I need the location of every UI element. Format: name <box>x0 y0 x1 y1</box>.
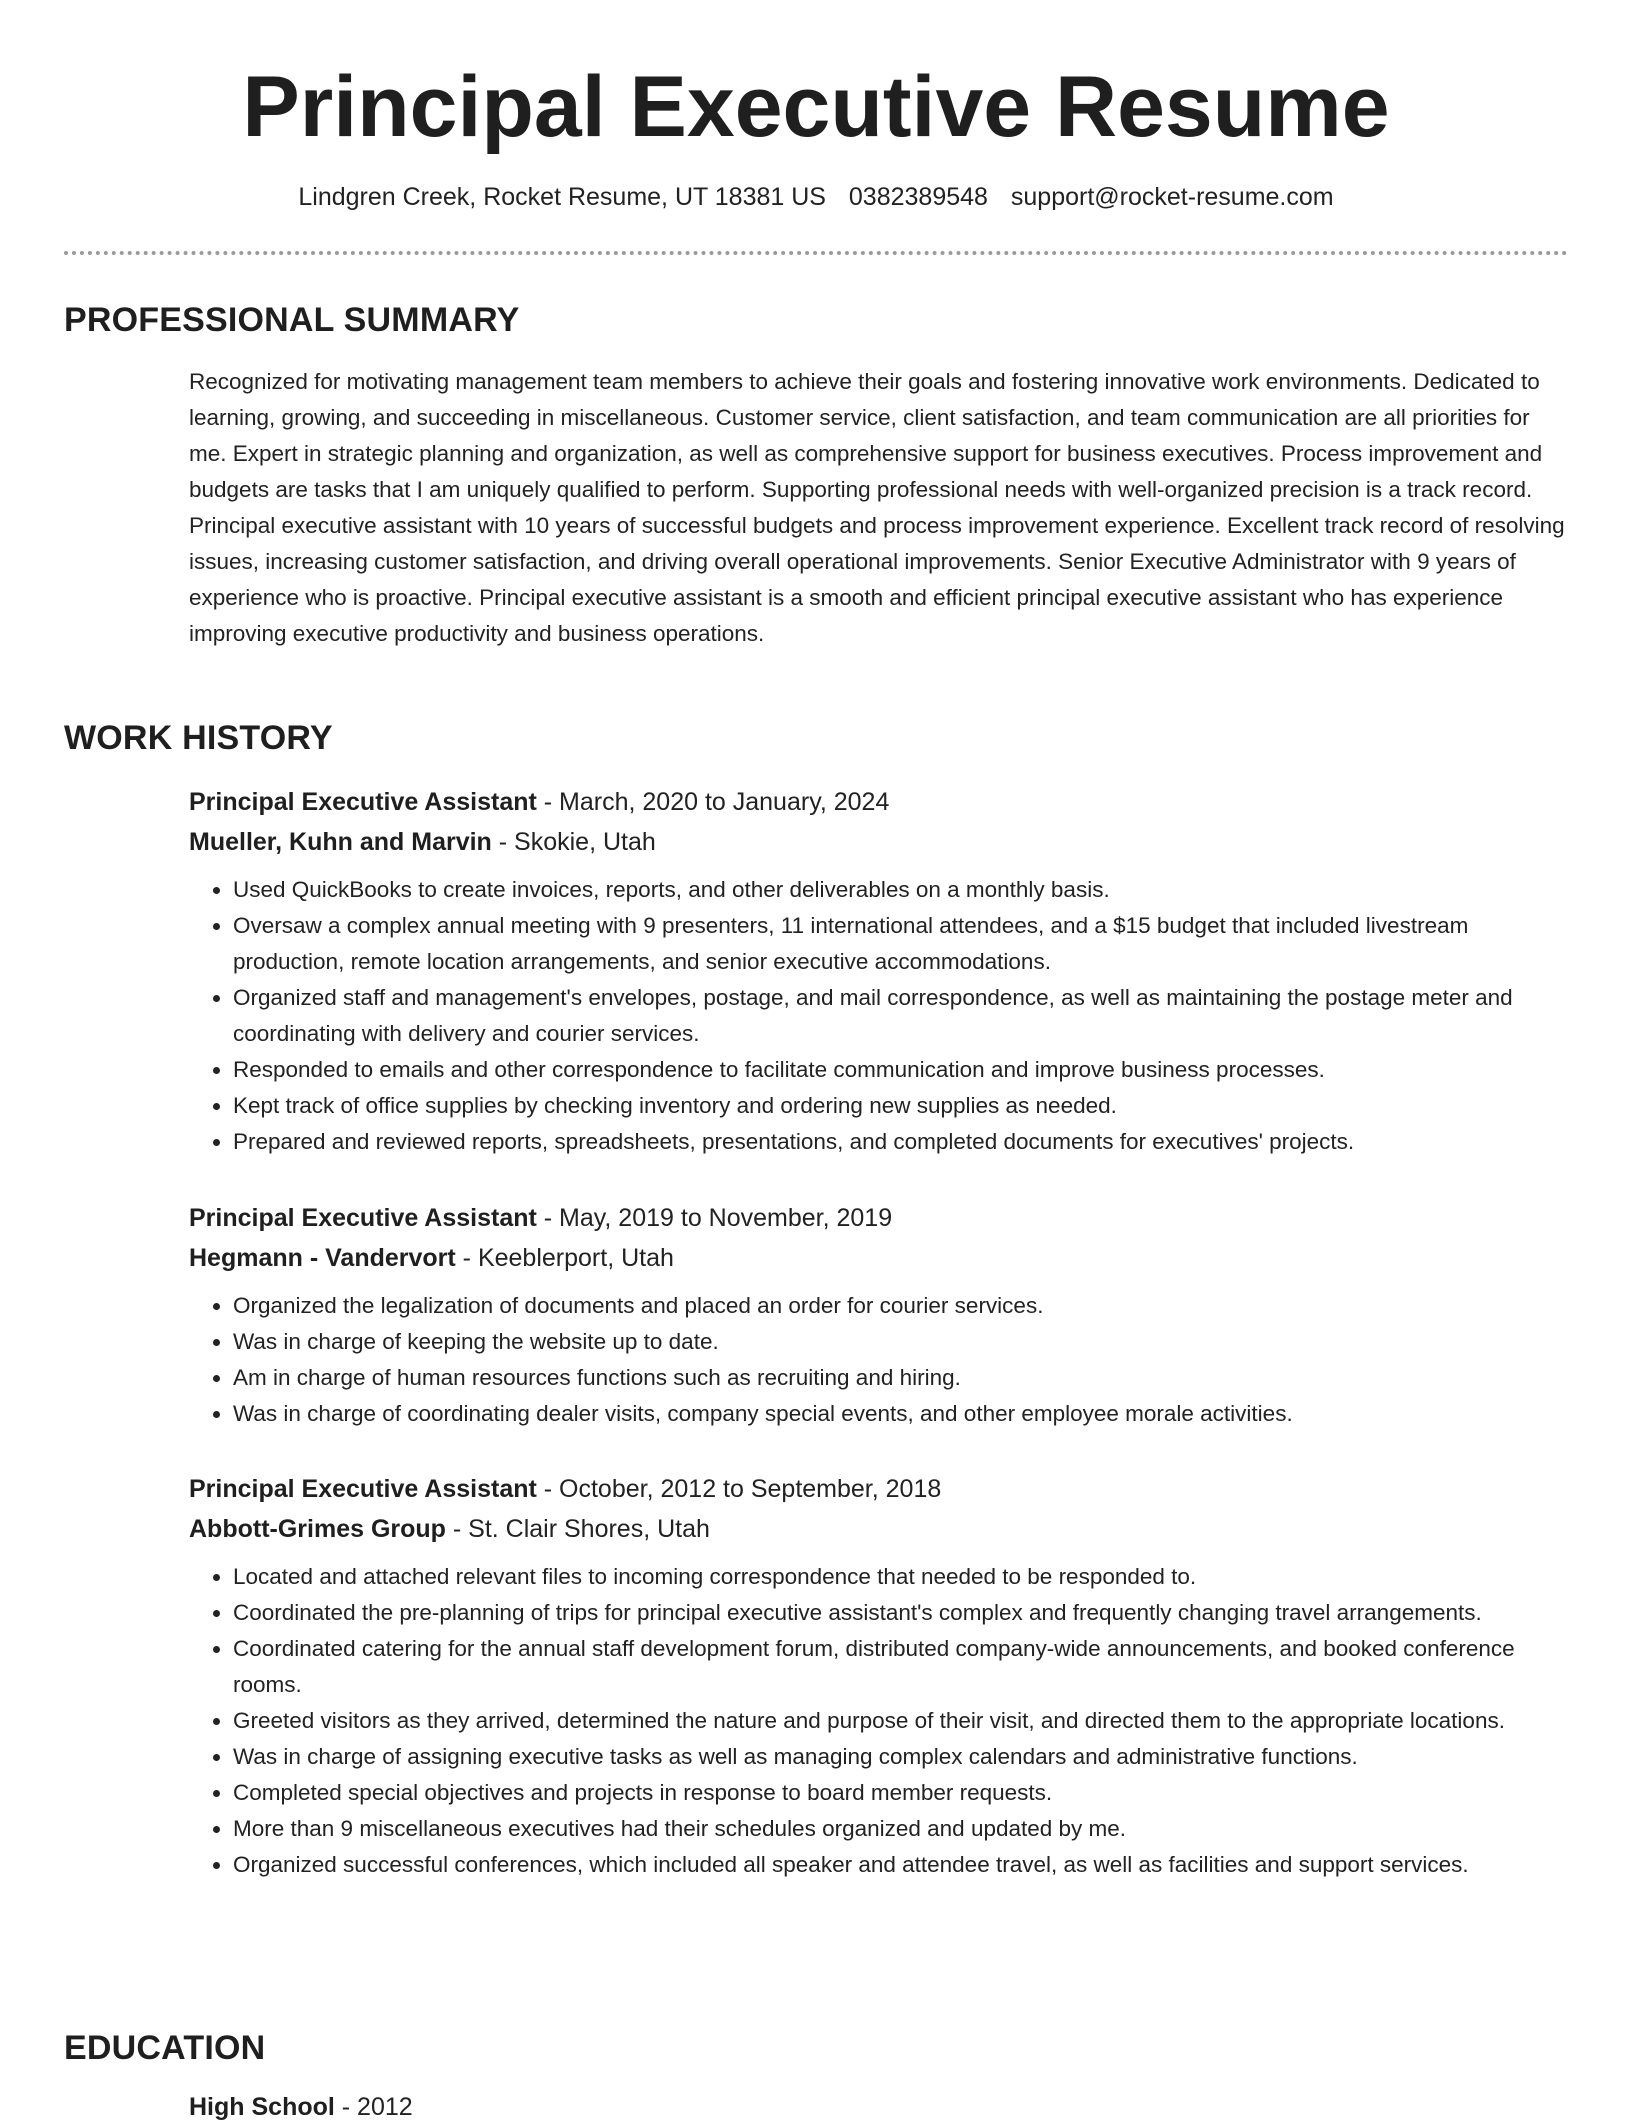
job-location: - Keeblerport, Utah <box>455 1244 674 1272</box>
job-bullet: • Organized successful conferences, which included all speaker and attendee travel, as well as facilities and support services. <box>233 1847 1569 1883</box>
job-bullet: • Oversaw a complex annual meeting with 9 presenters, 11 international attendees, and a $15 budget that included livestream production, remote location arrangements, and senior executive accommodations. <box>233 908 1569 980</box>
job-company: Abbott-Grimes Group <box>189 1515 446 1543</box>
job-role: Principal Executive Assistant <box>189 1204 537 1232</box>
job-entry <box>189 782 1569 1160</box>
job-entry <box>189 1198 1569 1432</box>
job-entry <box>189 1469 1569 1883</box>
job-bullet: • More than 9 miscellaneous executives had their schedules organized and updated by me. <box>233 1811 1569 1847</box>
job-bullet: • Used QuickBooks to create invoices, reports, and other deliverables on a monthly basis. <box>233 872 1569 908</box>
education-year: - 2012 <box>334 2093 413 2121</box>
job-bullet: • Was in charge of keeping the website up to date. <box>233 1324 1569 1360</box>
education-degree: High School <box>189 2093 335 2121</box>
job-company-line <box>189 1238 1569 1278</box>
contact-phone: 0382389548 <box>848 183 988 211</box>
job-role: Principal Executive Assistant <box>189 788 537 816</box>
summary-section <box>189 364 1569 652</box>
job-bullet: • Greeted visitors as they arrived, determined the nature and purpose of their visit, and directed them to the appropriate locations. <box>233 1703 1569 1739</box>
job-role: Principal Executive Assistant <box>189 1475 537 1503</box>
job-bullet: • Am in charge of human resources functions such as recruiting and hiring. <box>233 1360 1569 1396</box>
job-company: Mueller, Kuhn and Marvin <box>189 828 492 856</box>
job-location: - St. Clair Shores, Utah <box>445 1515 710 1543</box>
job-bullet: • Located and attached relevant files to incoming correspondence that needed to be responded to. <box>233 1559 1569 1595</box>
summary-heading: PROFESSIONAL SUMMARY <box>64 301 520 339</box>
summary-text: Recognized for motivating management team members to achieve their goals and fostering innovative work environments. Dedicated to learning, growing, and succeeding in miscellaneous. Customer service, client satisfaction, and team communication are all priorities for me. Expert in strategic planning and organization, as well as comprehensive support for business executives. Process improvement and budgets are tasks that I am uniquely qualified to perform. Supporting professional needs with well-organized precision is a track record. Principal executive assistant with 10 years of successful budgets and process improvement experience. Excellent track record of resolving issues, increasing customer satisfaction, and driving overall operational improvements. Senior Executive Administrator with 9 years of experience who is proactive. Principal executive assistant is a smooth and efficient principal executive assistant who has experience improving executive productivity and business operations. <box>189 369 1565 646</box>
job-bullet: • Organized the legalization of documents and placed an order for courier services. <box>233 1288 1569 1324</box>
job-bullets <box>189 872 1569 1160</box>
job-bullet: • Coordinated catering for the annual staff development forum, distributed company-wide announcements, and booked conference rooms. <box>233 1631 1569 1703</box>
job-company: Hegmann - Vandervort <box>189 1244 456 1272</box>
job-company-line <box>189 822 1569 862</box>
job-bullets <box>189 1288 1569 1432</box>
job-location: - Skokie, Utah <box>491 828 656 856</box>
job-bullet: • Completed special objectives and projects in response to board member requests. <box>233 1775 1569 1811</box>
job-title-line <box>189 1469 1569 1509</box>
job-bullet: • Prepared and reviewed reports, spreadsheets, presentations, and completed documents for executives' projects. <box>233 1124 1569 1160</box>
education-line <box>189 2087 1569 2127</box>
job-bullets <box>189 1559 1569 1883</box>
job-bullet: • Was in charge of coordinating dealer visits, company special events, and other employee morale activities. <box>233 1396 1569 1432</box>
job-bullet: • Organized staff and management's envelopes, postage, and mail correspondence, as well as maintaining the postage meter and coordinating with delivery and courier services. <box>233 980 1569 1052</box>
job-bullet: • Responded to emails and other correspondence to facilitate communication and improve business processes. <box>233 1052 1569 1088</box>
contact-address: Lindgren Creek, Rocket Resume, UT 18381 US <box>298 183 826 211</box>
header-divider <box>64 251 1568 255</box>
education-entry <box>189 2087 1569 2127</box>
job-company-line <box>189 1509 1569 1549</box>
contact-email: support@rocket-resume.com <box>1010 183 1334 211</box>
job-bullet: • Was in charge of assigning executive tasks as well as managing complex calendars and administrative functions. <box>233 1739 1569 1775</box>
job-dates: - October, 2012 to September, 2018 <box>536 1475 942 1503</box>
education-heading: EDUCATION <box>64 2029 266 2067</box>
job-bullet: • Coordinated the pre-planning of trips for principal executive assistant's complex and frequently changing travel arrangements. <box>233 1595 1569 1631</box>
job-bullet: • Kept track of office supplies by checking inventory and ordering new supplies as needed. <box>233 1088 1569 1124</box>
job-dates: - May, 2019 to November, 2019 <box>536 1204 893 1232</box>
job-dates: - March, 2020 to January, 2024 <box>536 788 890 816</box>
job-title-line <box>189 782 1569 822</box>
job-title-line <box>189 1198 1569 1238</box>
resume-title: Principal Executive Resume <box>242 59 1390 155</box>
work-history-heading: WORK HISTORY <box>64 719 333 757</box>
contact-line <box>0 180 1632 214</box>
